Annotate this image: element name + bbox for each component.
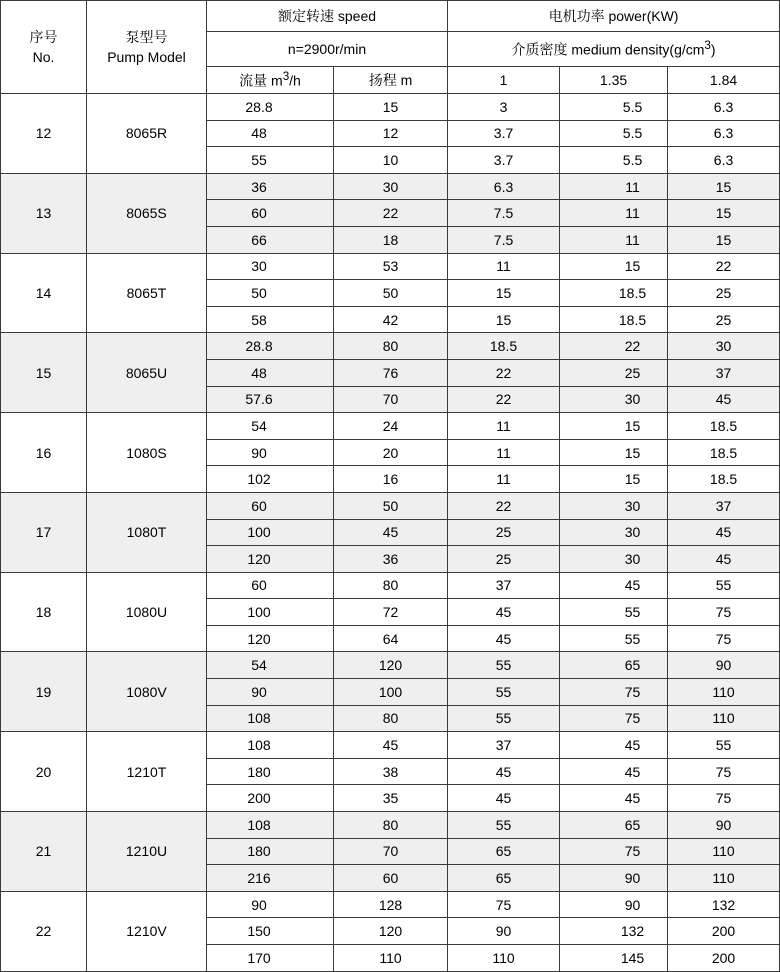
table-row <box>1 253 780 280</box>
power-density-3-cell: 132 <box>668 891 780 918</box>
power-density-1-cell: 90 <box>448 918 560 945</box>
speed-header: 额定转速 speed <box>207 1 448 32</box>
power-density-3-cell: 6.3 <box>668 147 780 174</box>
power-density-3-cell: 37 <box>668 359 780 386</box>
power-density-3-cell: 45 <box>668 386 780 413</box>
head-cell: 42 <box>334 306 448 333</box>
power-density-1-cell: 45 <box>448 599 560 626</box>
power-density-3-cell: 37 <box>668 492 780 519</box>
table-row <box>1 732 780 759</box>
flow-cell: 50 <box>207 280 334 307</box>
power-density-3-cell: 15 <box>668 226 780 253</box>
pump-no-cell: 21 <box>1 812 87 892</box>
power-density-1-cell: 55 <box>448 705 560 732</box>
flow-cell: 180 <box>207 838 334 865</box>
head-header: 扬程 m <box>334 67 448 94</box>
head-cell: 35 <box>334 785 448 812</box>
power-density-1-cell: 15 <box>448 280 560 307</box>
flow-cell: 90 <box>207 891 334 918</box>
power-density-1-cell: 3.7 <box>448 120 560 147</box>
flow-cell: 120 <box>207 546 334 573</box>
flow-cell: 54 <box>207 652 334 679</box>
power-density-3-cell: 22 <box>668 253 780 280</box>
head-cell: 100 <box>334 679 448 706</box>
power-density-2-cell: 30 <box>560 519 668 546</box>
power-density-3-cell: 75 <box>668 758 780 785</box>
power-density-2-cell: 30 <box>560 386 668 413</box>
power-density-3-cell: 110 <box>668 838 780 865</box>
table-row <box>1 94 780 121</box>
power-density-1-cell: 37 <box>448 572 560 599</box>
head-cell: 70 <box>334 838 448 865</box>
power-density-1-cell: 15 <box>448 306 560 333</box>
power-density-2-cell: 25 <box>560 359 668 386</box>
power-density-1-cell: 55 <box>448 652 560 679</box>
head-cell: 20 <box>334 439 448 466</box>
pump-model-cell: 8065R <box>87 94 207 174</box>
flow-suffix: /h <box>289 72 301 89</box>
table-row <box>1 652 780 679</box>
model-header-cn: 泵型号 <box>125 29 168 45</box>
power-density-1-cell: 22 <box>448 359 560 386</box>
head-cell: 60 <box>334 865 448 892</box>
pump-no-cell: 22 <box>1 891 87 971</box>
flow-cell: 90 <box>207 439 334 466</box>
table-row <box>1 891 780 918</box>
power-density-1-cell: 75 <box>448 891 560 918</box>
table-row <box>1 413 780 440</box>
power-density-3-cell: 25 <box>668 306 780 333</box>
power-density-1-cell: 22 <box>448 492 560 519</box>
head-cell: 38 <box>334 758 448 785</box>
power-density-2-cell: 30 <box>560 546 668 573</box>
head-cell: 120 <box>334 918 448 945</box>
power-density-2-cell: 11 <box>560 226 668 253</box>
head-cell: 110 <box>334 945 448 972</box>
power-density-3-cell: 6.3 <box>668 120 780 147</box>
power-density-1-cell: 45 <box>448 785 560 812</box>
head-cell: 50 <box>334 280 448 307</box>
power-density-3-cell: 110 <box>668 679 780 706</box>
power-density-2-cell: 18.5 <box>560 306 668 333</box>
power-density-2-cell: 75 <box>560 838 668 865</box>
head-cell: 76 <box>334 359 448 386</box>
flow-cell: 108 <box>207 705 334 732</box>
power-density-2-cell: 90 <box>560 891 668 918</box>
power-density-1-cell: 25 <box>448 519 560 546</box>
flow-cell: 54 <box>207 413 334 440</box>
flow-cell: 36 <box>207 173 334 200</box>
density-suffix: ) <box>710 41 716 58</box>
power-density-3-cell: 110 <box>668 865 780 892</box>
power-density-1-cell: 6.3 <box>448 173 560 200</box>
pump-no-cell: 18 <box>1 572 87 652</box>
pump-model-cell: 8065U <box>87 333 207 413</box>
power-density-1-cell: 55 <box>448 679 560 706</box>
flow-cell: 58 <box>207 306 334 333</box>
head-cell: 70 <box>334 386 448 413</box>
flow-cell: 28.8 <box>207 333 334 360</box>
power-density-2-cell: 15 <box>560 253 668 280</box>
pump-no-cell: 19 <box>1 652 87 732</box>
table-row <box>1 492 780 519</box>
power-density-2-cell: 45 <box>560 758 668 785</box>
head-cell: 22 <box>334 200 448 227</box>
speed-value: n=2900r/min <box>207 32 448 67</box>
table-row <box>1 333 780 360</box>
power-density-2-cell: 65 <box>560 652 668 679</box>
power-density-3-cell: 90 <box>668 812 780 839</box>
power-density-3-cell: 200 <box>668 918 780 945</box>
power-density-3-cell: 45 <box>668 519 780 546</box>
power-density-3-cell: 15 <box>668 173 780 200</box>
power-density-1-cell: 11 <box>448 413 560 440</box>
head-cell: 80 <box>334 705 448 732</box>
pump-no-cell: 16 <box>1 413 87 493</box>
density-prefix: 介质密度 medium density(g/cm <box>511 41 705 58</box>
power-density-3-cell: 25 <box>668 280 780 307</box>
flow-cell: 216 <box>207 865 334 892</box>
power-density-2-cell: 45 <box>560 732 668 759</box>
head-cell: 45 <box>334 732 448 759</box>
power-density-2-cell: 132 <box>560 918 668 945</box>
power-density-2-cell: 11 <box>560 173 668 200</box>
flow-cell: 108 <box>207 732 334 759</box>
flow-cell: 66 <box>207 226 334 253</box>
model-header <box>87 1 207 94</box>
power-density-1-cell: 110 <box>448 945 560 972</box>
power-density-3-cell: 90 <box>668 652 780 679</box>
flow-cell: 170 <box>207 945 334 972</box>
head-cell: 45 <box>334 519 448 546</box>
power-density-2-cell: 15 <box>560 413 668 440</box>
head-cell: 64 <box>334 625 448 652</box>
power-density-2-cell: 90 <box>560 865 668 892</box>
power-density-1-cell: 7.5 <box>448 200 560 227</box>
head-cell: 53 <box>334 253 448 280</box>
power-density-2-cell: 5.5 <box>560 147 668 174</box>
power-density-1-cell: 45 <box>448 758 560 785</box>
pump-no-cell: 13 <box>1 173 87 253</box>
head-cell: 18 <box>334 226 448 253</box>
power-density-1-cell: 18.5 <box>448 333 560 360</box>
power-density-1-cell: 45 <box>448 625 560 652</box>
power-density-2-cell: 15 <box>560 439 668 466</box>
power-density-3-cell: 75 <box>668 785 780 812</box>
density-header <box>448 32 780 67</box>
flow-cell: 108 <box>207 812 334 839</box>
power-density-1-cell: 11 <box>448 253 560 280</box>
power-density-2-cell: 65 <box>560 812 668 839</box>
power-density-2-cell: 5.5 <box>560 94 668 121</box>
pump-model-cell: 1210T <box>87 732 207 812</box>
head-cell: 10 <box>334 147 448 174</box>
power-density-1-cell: 55 <box>448 812 560 839</box>
no-header-cn: 序号 <box>29 29 58 45</box>
power-density-3-cell: 75 <box>668 625 780 652</box>
flow-cell: 55 <box>207 147 334 174</box>
head-cell: 36 <box>334 546 448 573</box>
power-density-2-cell: 18.5 <box>560 280 668 307</box>
table-row <box>1 572 780 599</box>
head-cell: 80 <box>334 333 448 360</box>
table-row <box>1 173 780 200</box>
power-density-1-cell: 25 <box>448 546 560 573</box>
power-density-1-cell: 11 <box>448 466 560 493</box>
power-density-2-cell: 75 <box>560 679 668 706</box>
power-density-2-cell: 11 <box>560 200 668 227</box>
pump-model-cell: 8065T <box>87 253 207 333</box>
head-cell: 128 <box>334 891 448 918</box>
pump-no-cell: 20 <box>1 732 87 812</box>
power-density-3-cell: 200 <box>668 945 780 972</box>
power-density-1-cell: 22 <box>448 386 560 413</box>
density-2-header: 1.35 <box>560 67 668 94</box>
flow-cell: 200 <box>207 785 334 812</box>
no-header-en: No. <box>32 49 55 65</box>
power-density-3-cell: 55 <box>668 572 780 599</box>
pump-model-cell: 1210V <box>87 891 207 971</box>
power-density-1-cell: 3 <box>448 94 560 121</box>
flow-cell: 90 <box>207 679 334 706</box>
power-density-2-cell: 22 <box>560 333 668 360</box>
power-header: 电机功率 power(KW) <box>448 1 780 32</box>
power-density-3-cell: 75 <box>668 599 780 626</box>
model-header-en: Pump Model <box>107 49 186 65</box>
power-density-2-cell: 45 <box>560 572 668 599</box>
power-density-3-cell: 18.5 <box>668 466 780 493</box>
pump-no-cell: 17 <box>1 492 87 572</box>
power-density-3-cell: 6.3 <box>668 94 780 121</box>
density-1-header: 1 <box>448 67 560 94</box>
power-density-2-cell: 5.5 <box>560 120 668 147</box>
power-density-1-cell: 37 <box>448 732 560 759</box>
flow-cell: 28.8 <box>207 94 334 121</box>
flow-cell: 57.6 <box>207 386 334 413</box>
head-cell: 72 <box>334 599 448 626</box>
power-density-2-cell: 145 <box>560 945 668 972</box>
power-density-1-cell: 65 <box>448 838 560 865</box>
head-cell: 80 <box>334 812 448 839</box>
head-cell: 80 <box>334 572 448 599</box>
flow-cell: 30 <box>207 253 334 280</box>
table-body <box>1 94 780 972</box>
power-density-2-cell: 55 <box>560 599 668 626</box>
flow-cell: 120 <box>207 625 334 652</box>
pump-model-cell: 1080V <box>87 652 207 732</box>
flow-cell: 60 <box>207 200 334 227</box>
power-density-2-cell: 45 <box>560 785 668 812</box>
head-cell: 50 <box>334 492 448 519</box>
flow-cell: 100 <box>207 599 334 626</box>
flow-cell: 60 <box>207 572 334 599</box>
power-density-1-cell: 7.5 <box>448 226 560 253</box>
flow-sup: 3 <box>282 69 290 83</box>
flow-cell: 102 <box>207 466 334 493</box>
flow-cell: 100 <box>207 519 334 546</box>
head-cell: 16 <box>334 466 448 493</box>
pump-no-cell: 15 <box>1 333 87 413</box>
power-density-3-cell: 110 <box>668 705 780 732</box>
pump-model-cell: 8065S <box>87 173 207 253</box>
density-3-header: 1.84 <box>668 67 780 94</box>
density-sup: 3 <box>704 38 711 52</box>
no-header <box>1 1 87 94</box>
power-density-3-cell: 15 <box>668 200 780 227</box>
pump-model-cell: 1080T <box>87 492 207 572</box>
pump-model-cell: 1080U <box>87 572 207 652</box>
head-cell: 30 <box>334 173 448 200</box>
pump-model-cell: 1080S <box>87 413 207 493</box>
flow-cell: 60 <box>207 492 334 519</box>
power-density-1-cell: 11 <box>448 439 560 466</box>
head-cell: 24 <box>334 413 448 440</box>
flow-prefix: 流量 m <box>239 72 283 89</box>
power-density-2-cell: 55 <box>560 625 668 652</box>
table-row <box>1 812 780 839</box>
flow-cell: 48 <box>207 120 334 147</box>
flow-cell: 180 <box>207 758 334 785</box>
power-density-1-cell: 65 <box>448 865 560 892</box>
power-density-2-cell: 15 <box>560 466 668 493</box>
power-density-3-cell: 18.5 <box>668 413 780 440</box>
flow-header <box>207 67 334 94</box>
pump-no-cell: 14 <box>1 253 87 333</box>
head-cell: 12 <box>334 120 448 147</box>
head-cell: 15 <box>334 94 448 121</box>
power-density-3-cell: 45 <box>668 546 780 573</box>
power-density-2-cell: 75 <box>560 705 668 732</box>
flow-cell: 48 <box>207 359 334 386</box>
power-density-1-cell: 3.7 <box>448 147 560 174</box>
pump-model-cell: 1210U <box>87 812 207 892</box>
power-density-3-cell: 55 <box>668 732 780 759</box>
power-density-2-cell: 30 <box>560 492 668 519</box>
flow-cell: 150 <box>207 918 334 945</box>
power-density-3-cell: 18.5 <box>668 439 780 466</box>
pump-no-cell: 12 <box>1 94 87 174</box>
power-density-3-cell: 30 <box>668 333 780 360</box>
head-cell: 120 <box>334 652 448 679</box>
